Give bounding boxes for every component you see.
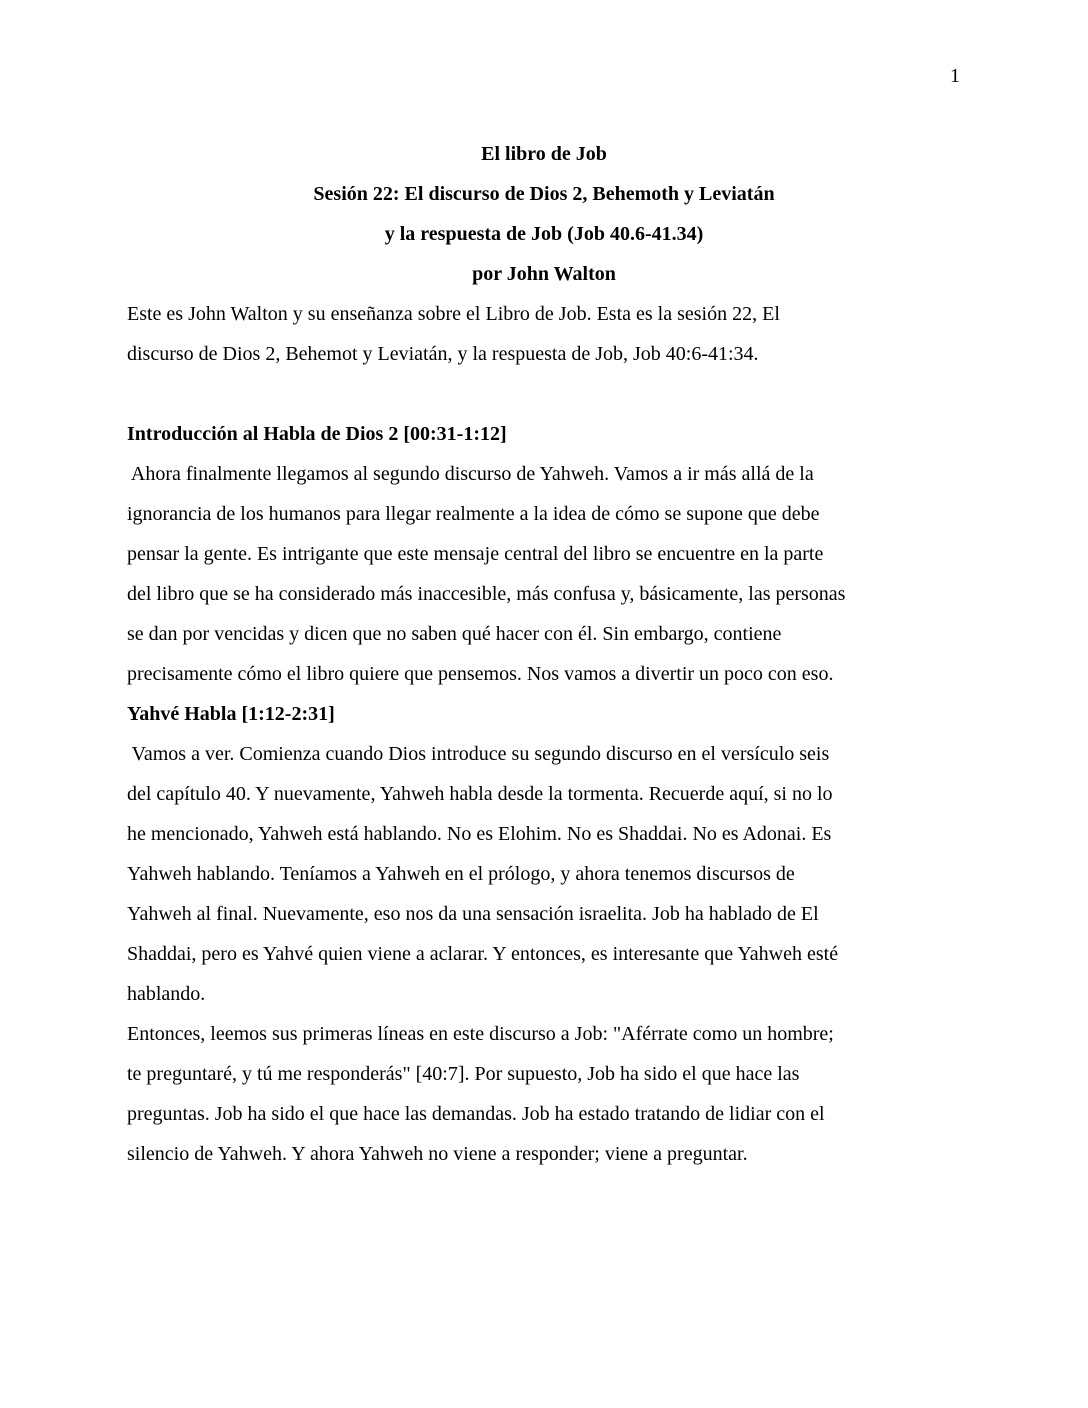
text-line: Shaddai, pero es Yahvé quien viene a aclarar. Y entonces, es interesante que Yahweh esté [127, 943, 839, 965]
blank-line [127, 374, 961, 414]
text-line: ignorancia de los humanos para llegar realmente a la idea de cómo se supone que debe [127, 503, 820, 525]
text-line: precisamente cómo el libro quiere que pensemos. Nos vamos a divertir un poco con eso. [127, 663, 834, 685]
text-line: te preguntaré, y tú me responderás" [40:7]. Por supuesto, Job ha sido el que hace las [127, 1063, 800, 1085]
text-line: silencio de Yahweh. Y ahora Yahweh no viene a responder; viene a preguntar. [127, 1143, 748, 1165]
text-line: Yahweh hablando. Teníamos a Yahweh en el prólogo, y ahora tenemos discursos de [127, 863, 795, 885]
paragraph [127, 734, 961, 1014]
text-line: preguntas. Job ha sido el que hace las demandas. Job ha estado tratando de lidiar con el [127, 1103, 825, 1125]
text-line [127, 374, 961, 414]
page-number: 1 [950, 65, 960, 87]
document-body [127, 134, 961, 1174]
text-line: El libro de Job [481, 143, 607, 165]
section-heading [127, 694, 961, 734]
text-line: Entonces, leemos sus primeras líneas en este discurso a Job: "Aférrate como un hombre; [127, 1023, 834, 1045]
text-line: Este es John Walton y su enseñanza sobre el Libro de Job. Esta es la sesión 22, El [127, 303, 780, 325]
text-line: pensar la gente. Es intrigante que este mensaje central del libro se encuentre en la parte [127, 543, 824, 565]
text-line: Ahora finalmente llegamos al segundo discurso de Yahweh. Vamos a ir más allá de la [127, 463, 814, 485]
title-block [127, 134, 961, 294]
text-line: se dan por vencidas y dicen que no saben qué hacer con él. Sin embargo, contiene [127, 623, 782, 645]
text-line: del capítulo 40. Y nuevamente, Yahweh habla desde la tormenta. Recuerde aquí, si no lo [127, 783, 833, 805]
section-heading [127, 414, 961, 454]
text-line: hablando. [127, 983, 206, 1005]
text-line: y la respuesta de Job (Job 40.6-41.34) [384, 223, 704, 245]
paragraph [127, 294, 961, 374]
paragraph [127, 454, 961, 694]
text-line: por John Walton [472, 263, 616, 285]
text-line: del libro que se ha considerado más inaccesible, más confusa y, básicamente, las personas [127, 583, 846, 605]
text-line: discurso de Dios 2, Behemot y Leviatán, y la respuesta de Job, Job 40:6-41:34. [127, 343, 759, 365]
text-line: Sesión 22: El discurso de Dios 2, Behemoth y Leviatán [313, 183, 775, 205]
text-line: Introducción al Habla de Dios 2 [00:31-1:12] [127, 423, 507, 445]
text-line: Yahvé Habla [1:12-2:31] [127, 703, 335, 725]
paragraph [127, 1014, 961, 1174]
text-line: he mencionado, Yahweh está hablando. No es Elohim. No es Shaddai. No es Adonai. Es [127, 823, 832, 845]
text-line: Vamos a ver. Comienza cuando Dios introduce su segundo discurso en el versículo seis [127, 743, 830, 765]
text-line: Yahweh al final. Nuevamente, eso nos da una sensación israelita. Job ha hablado de El [127, 903, 819, 925]
